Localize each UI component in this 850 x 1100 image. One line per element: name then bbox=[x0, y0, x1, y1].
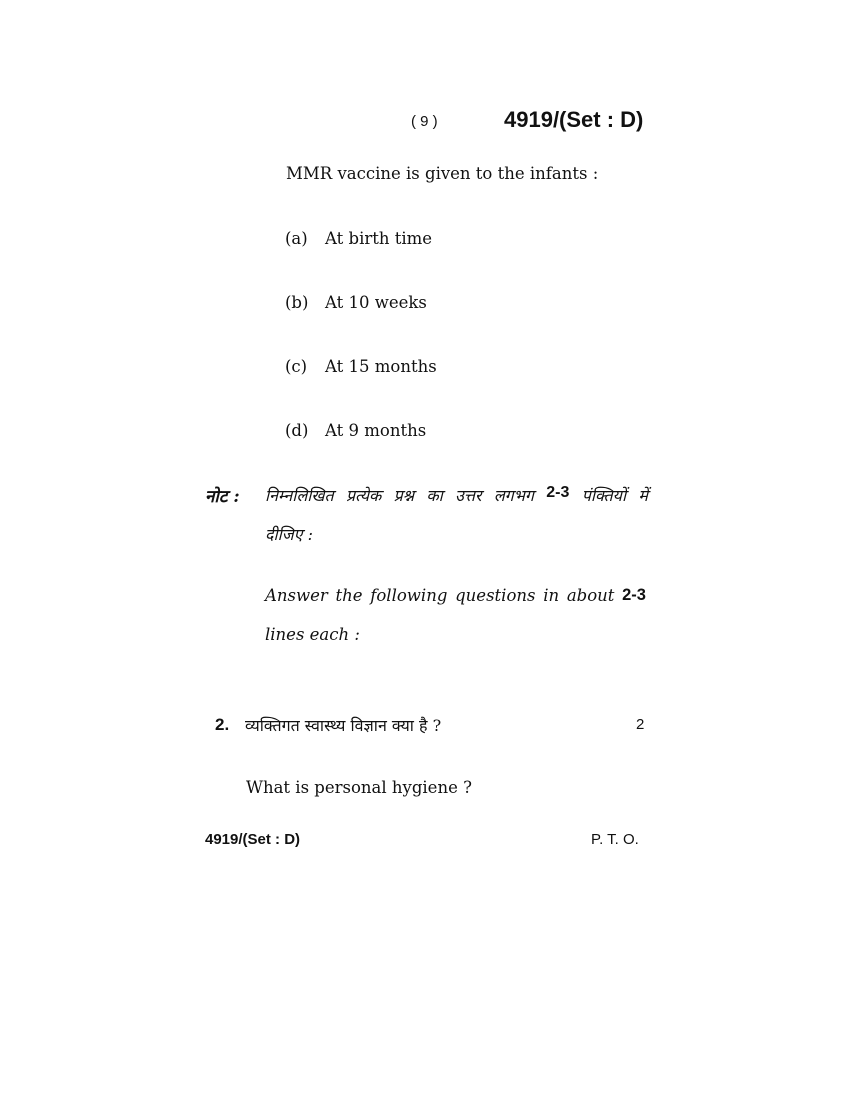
note-english-word: following bbox=[370, 586, 448, 605]
note-english-line-1 bbox=[265, 586, 646, 605]
note-hindi-line-2: दीजिए : bbox=[265, 525, 313, 544]
note-english-word: Answer bbox=[265, 586, 328, 605]
note-hindi-word: का bbox=[426, 486, 443, 505]
note-hindi-word: लगभग bbox=[493, 486, 534, 505]
page-number: ( 9 ) bbox=[411, 113, 438, 130]
note-hindi-word: पंक्तियों bbox=[581, 486, 627, 505]
option-c-text: At 15 months bbox=[325, 357, 437, 376]
question-text: MMR vaccine is given to the infants : bbox=[286, 164, 599, 183]
option-d-label: (d) bbox=[285, 421, 309, 440]
note-hindi-word: निम्नलिखित bbox=[265, 486, 334, 505]
note-hindi-word: उत्तर bbox=[455, 486, 482, 505]
note-english-word: the bbox=[335, 586, 363, 605]
note-english-word: about bbox=[566, 586, 615, 605]
note-english-word: in bbox=[543, 586, 560, 605]
option-b-label: (b) bbox=[285, 293, 309, 312]
note-hindi-word: में bbox=[638, 486, 648, 505]
option-c-label: (c) bbox=[285, 357, 308, 376]
note-english-word: questions bbox=[455, 586, 536, 605]
note-hindi-word: प्रत्येक bbox=[345, 486, 382, 505]
option-a-label: (a) bbox=[285, 229, 308, 248]
question-2-english: What is personal hygiene ? bbox=[246, 778, 472, 797]
question-2-number: 2. bbox=[215, 715, 230, 734]
footer-pto: P. T. O. bbox=[591, 831, 639, 848]
note-hindi-line-1 bbox=[265, 484, 648, 506]
note-english-lines-count: 2-3 bbox=[622, 586, 646, 604]
option-a-text: At birth time bbox=[325, 229, 433, 248]
note-hindi-lines-count: 2-3 bbox=[546, 484, 570, 501]
question-2-marks: 2 bbox=[636, 716, 645, 733]
question-2-hindi: व्यक्तिगत स्वास्थ्य विज्ञान क्या है ? bbox=[245, 716, 442, 735]
note-english-line-2: lines each : bbox=[265, 625, 360, 644]
footer-paper-code: 4919/(Set : D) bbox=[205, 831, 301, 848]
option-d-text: At 9 months bbox=[325, 421, 427, 440]
option-b-text: At 10 weeks bbox=[325, 293, 427, 312]
note-label: नोट : bbox=[205, 487, 240, 507]
paper-code-header: 4919/(Set : D) bbox=[504, 107, 644, 132]
note-hindi-word: प्रश्न bbox=[393, 486, 415, 505]
